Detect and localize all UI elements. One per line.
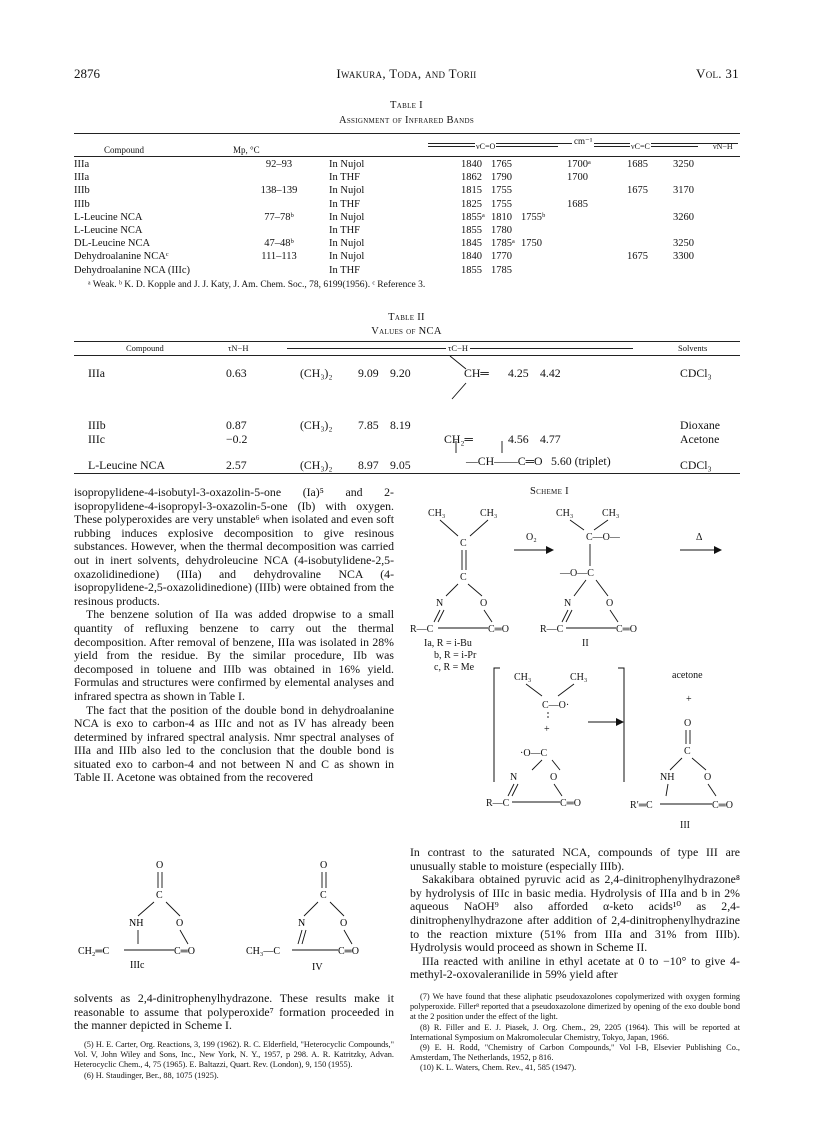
- table1-cell-mp: [229, 224, 329, 237]
- table1-cell-cc1: [567, 264, 627, 277]
- right-footnotes: [410, 992, 740, 1074]
- table2-cell-vinyl: CH═: [464, 366, 489, 380]
- svg-text:O: O: [176, 918, 184, 929]
- table1-cell-co1: 1862: [461, 172, 482, 184]
- svg-text:CH₂═C: CH₂═C: [78, 946, 110, 957]
- table1-cell-mp: [229, 264, 329, 277]
- table1-cell-cc2: [627, 224, 673, 237]
- ch3-label: CH₃: [514, 672, 532, 683]
- right-column-text: [410, 846, 740, 982]
- table2-cell-v3: 4.25: [508, 366, 529, 380]
- table1-cell-cc1: [567, 224, 627, 237]
- t2-col-nh: τN−H: [228, 343, 249, 353]
- left-paragraph-2: The benzene solution of IIa was added dropwise to a small quantity of refluxing benzene to carry out the thermal decomposition. After removal of benzene, IIIa was isolated in 28% yield from the residue. By the similar procedure, IIb was decomposed in toluene and IIIb was obtained in 16% yield. Formulas and structures were confirmed by elemental analyses and infrared spectra as shown in Table I.: [74, 607, 394, 703]
- o2-label: O₂: [526, 532, 537, 543]
- table1-cell-mp: [229, 198, 329, 211]
- svg-text:CH₃—C: CH₃—C: [246, 946, 281, 957]
- table2-cell-nh: −0.2: [226, 432, 248, 446]
- table1-cell-co2: 1785: [491, 264, 512, 276]
- table1-cell-co3: [521, 264, 567, 277]
- table1-cell-co1: 1845: [461, 238, 482, 250]
- leucine-value: 5.60 (triplet): [551, 454, 611, 468]
- svg-text:R′═C: R′═C: [630, 800, 653, 811]
- page-number: 2876: [74, 66, 100, 81]
- scheme1-arrow-right: [586, 712, 626, 732]
- svg-text:O: O: [684, 718, 692, 729]
- table1-cell-co1: 1825: [461, 198, 482, 210]
- table1-cell-med: In Nujol: [329, 185, 365, 197]
- svg-text:C═O: C═O: [712, 800, 733, 811]
- table1-cell-nh: [673, 171, 739, 184]
- table2-cell-grp: (CH₃)₂: [300, 366, 333, 380]
- svg-text:C—O·: C—O·: [542, 700, 570, 711]
- table1-cell-co1: 1815: [461, 185, 482, 197]
- table1-cell-c: IIIa: [74, 172, 90, 184]
- table1-cell-med: In Nujol: [329, 211, 365, 223]
- svg-text:C═O: C═O: [488, 624, 509, 635]
- table1-cell-co2: 1780: [491, 225, 512, 237]
- table2-cell-c: IIIa: [88, 366, 106, 380]
- table1-cell-mp: 77–78ᵇ: [264, 211, 294, 223]
- svg-text:C: C: [156, 890, 163, 901]
- table1-cell-cc1: [567, 237, 627, 250]
- table1-cell-co3: [521, 158, 567, 171]
- table2-cell-c: IIIb: [88, 418, 106, 432]
- table1-label: Table I: [390, 100, 423, 111]
- footnote-9: (9) E. H. Rodd, "Chemistry of Carbon Compounds," Vol I-B, Elsevier Publishing Co., Amsterdam, The Netherlands, 1952, p 816.: [410, 1043, 740, 1063]
- table1-cell-nh: 3300: [673, 251, 694, 263]
- table2-cell-v3: 4.56: [508, 432, 529, 446]
- table1-cell-med: In THF: [329, 198, 361, 210]
- table1-cell-co2: 1790: [491, 172, 512, 184]
- table1-cell-cc2: [627, 237, 673, 250]
- table2-label: Table II: [388, 312, 425, 323]
- table1-cell-cc1: 1685: [567, 198, 588, 210]
- table1-cell-co3: [521, 224, 567, 237]
- svg-text:NH: NH: [660, 772, 675, 783]
- t2-col-compound: Compound: [126, 343, 164, 353]
- leucine-ring-text: —CH——C═O: [466, 454, 543, 468]
- col-nh: νN−H: [713, 142, 733, 151]
- svg-text:·O—C: ·O—C: [520, 748, 548, 759]
- table1-cell-nh: [673, 198, 739, 211]
- table2-cell-v1: 8.97: [358, 458, 379, 472]
- right-paragraph-1: In contrast to the saturated NCA, compounds of type III are unusually stable to moisture (especially IIIb).: [410, 845, 740, 873]
- table1-cell-cc2: [627, 198, 673, 211]
- table2-cell-nh: 0.63: [226, 366, 247, 380]
- col-compound: Compound: [104, 145, 145, 155]
- table2-cell-s: Dioxane: [680, 418, 720, 432]
- col-cc: νC=C: [631, 142, 650, 151]
- svg-text:C═O: C═O: [560, 798, 581, 809]
- svg-text:—O—C: —O—C: [560, 568, 594, 579]
- table1-row: [74, 264, 739, 277]
- label-Ia: Ia, R = i-Bu: [424, 638, 472, 649]
- svg-text:C: C: [684, 746, 691, 757]
- table2-cell-c: L-Leucine NCA: [88, 458, 165, 472]
- table1-cell-med: In THF: [329, 172, 361, 184]
- table2-title: Values of NCA: [371, 326, 442, 337]
- table1-row: [74, 250, 739, 263]
- footnote-6: (6) H. Staudinger, Ber., 88, 1075 (1925).: [84, 1070, 219, 1080]
- svg-text:O: O: [704, 772, 712, 783]
- table1-row: [74, 158, 739, 171]
- table1-row: [74, 237, 739, 250]
- table1-title: Assignment of Infrared Bands: [338, 115, 475, 126]
- table1-cell-co2: 1765: [491, 159, 512, 170]
- table1-cell-co1: 1855ᵃ: [461, 211, 485, 223]
- table2-cell-v2: 8.19: [390, 418, 411, 432]
- table1-cell-mp: 138–139: [260, 185, 298, 197]
- table1-cell-co3: 1755ᵇ: [521, 211, 546, 223]
- table2-cell-v1: 7.85: [358, 418, 379, 432]
- table1-cell-c: Dehydroalanine NCA (IIIc): [74, 264, 191, 276]
- svg-text:N: N: [510, 772, 518, 783]
- ch3-label: CH₃: [570, 672, 588, 683]
- table1-cell-co1: 1840: [461, 159, 482, 170]
- table1-cell-co1: 1855: [461, 264, 482, 276]
- table1-row: [74, 198, 739, 211]
- table1-cell-cc1: [567, 184, 627, 197]
- table1-cell-c: IIIb: [74, 198, 90, 210]
- structures-IIIc-IV: [74, 858, 394, 984]
- table1-row: [74, 171, 739, 184]
- footnote-7: (7) We have found that these aliphatic pseudoxazolones copolymerized with oxygen forming polyperoxide. Filler⁸ reported that a pseudoxazolone dimerized by opening of the exo double bond at the 2 position under the effect of the light.: [410, 992, 740, 1022]
- table1-cell-co2: 1810: [491, 211, 512, 223]
- right-paragraph-3: IIIa reacted with aniline in ethyl acetate at 0 to −10° to give 4-methyl-2-oxovaleranilide in 59% yield after: [410, 953, 740, 982]
- table2-cell-s: CDCl₃: [680, 458, 712, 472]
- left-paragraph-1: isopropylidene-4-isobutyl-3-oxazolin-5-one (Ia)⁵ and 2-isopropylidene-4-isopropyl-3-oxazolin-5-one (Ib) with oxygen. These polyperoxides are very unstable⁶ when isolated and even soft rubbing induces explosive decomposition to give resinous substances. However, when the thermal decomposition was carried out in inert solvents, dehydroleucine NCA (4-isobutylidene-2,5-oxazolidinedione) (IIIa) and dehydrovaline NCA (4-isopropylidene-2,5-oxazolidinedione) (IIIb) were obtained from the resinous products.: [74, 485, 394, 608]
- left-after-text: solvents as 2,4-dinitrophenylhydrazone. These results make it reasonable to assume that polyperoxide⁷ formation proceeded in the manner depicted in Scheme I.: [74, 991, 394, 1033]
- ch3-label: CH₃: [480, 508, 498, 519]
- scheme1-title: Scheme I: [530, 486, 569, 497]
- table1-cell-co3: [521, 198, 567, 211]
- label-IV: IV: [312, 962, 323, 973]
- svg-text:R—C: R—C: [410, 624, 434, 635]
- table1-cell-cc2: 1685: [627, 159, 648, 170]
- table1-cell-c: IIIa: [74, 159, 90, 170]
- svg-text:O: O: [480, 598, 488, 609]
- svg-text:R—C: R—C: [540, 624, 564, 635]
- table1-cell-co2: 1770: [491, 251, 512, 263]
- svg-text:C: C: [320, 890, 327, 901]
- svg-text:C: C: [460, 572, 467, 583]
- footnote-8: (8) R. Filler and E. J. Piasek, J. Org. Chem., 29, 2205 (1964). This will be reported at International Symposium on Makromolecular Chemistry, Tokyo, Japan, 1966.: [410, 1022, 740, 1042]
- table1-footnotes: ᵃ Weak. ᵇ K. D. Kopple and J. J. Katy, J. Am. Chem. Soc., 78, 6199(1956). ᶜ Reference 3.: [88, 280, 426, 290]
- table1-header-rule: [74, 156, 740, 157]
- svg-text:O: O: [550, 772, 558, 783]
- table1-cell-co2: 1755: [491, 198, 512, 210]
- volume-label: Vol. 31: [696, 66, 739, 81]
- svg-text:O: O: [606, 598, 614, 609]
- right-paragraph-2: Sakakibara obtained pyruvic acid as 2,4-dinitrophenylhydrazone⁸ by hydrolysis of IIIc in basic media. Hydrolysis of IIIa and b in 2% aqueous NaOH⁹ also afforded α-keto acids¹⁰ as 2,4-dinitrophenylhydrazone after addition of 2,4-dinitrophenylhydrazine to the reaction mixture (51% from IIIa and 31% from IIIb). Hydrolysis would proceed as shown in Scheme II.: [410, 872, 740, 955]
- table1-cell-cc2: [627, 171, 673, 184]
- table2-cell-v4: 4.77: [540, 432, 561, 446]
- table1-cell-cc2: 1675: [627, 185, 648, 197]
- table1-cell-nh: 3170: [673, 185, 694, 197]
- footnote-10: (10) K. L. Waters, Chem. Rev., 41, 585 (1947).: [420, 1063, 577, 1073]
- label-Ic: c, R = Me: [434, 662, 475, 673]
- svg-text:C—O—: C—O—: [586, 532, 620, 543]
- table2-cell-v2: 9.05: [390, 458, 411, 472]
- t2-col-solvents: Solvents: [678, 343, 708, 353]
- table1-top-rule: [74, 133, 740, 134]
- plus-sign: +: [544, 724, 550, 735]
- table1-cell-cc2: [627, 264, 673, 277]
- left-paragraph-3: The fact that the position of the double bond in dehydroalanine NCA is exo to carbon-4 as IIIc and not as IV has already been determined by infrared spectral analysis. Nmr spectral analyses of IIIa and IIIb also led to the conclusion that the double bond is situated exo to carbon-4 and not between N and C as shown in Table II. Acetone was obtained from the recovered: [74, 702, 394, 785]
- t2-col-ch: τC−H: [448, 343, 469, 353]
- table1-cell-co3: [521, 184, 567, 197]
- table2-cell-v1: 9.09: [358, 366, 379, 380]
- table1-cell-co3: [521, 171, 567, 184]
- table1-row: [74, 184, 739, 197]
- svg-text:N: N: [436, 598, 444, 609]
- plus-sign: +: [686, 694, 692, 705]
- table2-cell-c: IIIc: [88, 432, 106, 446]
- table2-cell-v4: 4.42: [540, 366, 561, 380]
- table1-cell-med: In THF: [329, 264, 361, 276]
- table2-cell-v2: 9.20: [390, 366, 411, 380]
- table1-cell-c: Dehydroalanine NCAᶜ: [74, 251, 169, 263]
- svg-text:C: C: [460, 538, 467, 549]
- table1-cell-c: L-Leucine NCA: [74, 225, 143, 237]
- svg-text:O: O: [320, 860, 328, 871]
- ch3-label: CH₃: [602, 508, 620, 519]
- table1-row: [74, 224, 739, 237]
- table1-cell-cc1: 1700: [567, 172, 588, 184]
- table1-cell-co3: [521, 250, 567, 263]
- svg-text:N: N: [298, 918, 306, 929]
- table2-header-rule: [74, 355, 740, 356]
- label-Ib: b, R = i-Pr: [434, 650, 477, 661]
- left-column-text: [74, 486, 394, 785]
- table2-cell-nh: 0.87: [226, 418, 247, 432]
- table2-bottom-rule: [74, 473, 740, 474]
- col-mp: Mp, °C: [233, 145, 260, 155]
- svg-text:C═O: C═O: [338, 946, 359, 957]
- table2-cell-s: Acetone: [680, 432, 720, 446]
- table1-cell-co3: 1750: [521, 238, 542, 250]
- table1-cell-nh: [673, 264, 739, 277]
- table2-top-rule: [74, 341, 740, 342]
- table2-cell-s: CDCl₃: [680, 366, 712, 380]
- table1-cell-med: In THF: [329, 225, 361, 237]
- label-IIIc: IIIc: [130, 960, 145, 971]
- table1-cell-med: In Nujol: [329, 159, 365, 170]
- running-authors: Iwakura, Toda, and Torii: [336, 66, 477, 81]
- table1-cell-co2: 1785ᵃ: [491, 238, 515, 250]
- table1-cell-mp: 92–93: [265, 159, 293, 170]
- table1-cell-co1: 1840: [461, 251, 482, 263]
- acetone-label: acetone: [672, 670, 703, 681]
- table1-cell-c: L-Leucine NCA: [74, 211, 143, 223]
- svg-text:O: O: [340, 918, 348, 929]
- table1-cell-co2: 1755: [491, 185, 512, 197]
- left-footnotes: [74, 1040, 394, 1081]
- table1-cell-nh: 3260: [673, 211, 694, 223]
- label-III: III: [680, 820, 690, 831]
- svg-text:N: N: [564, 598, 572, 609]
- table1-cell-nh: [673, 224, 739, 237]
- table1: [74, 158, 739, 277]
- table2-cell-vinyl: CH₂═: [444, 432, 473, 446]
- table1-cell-cc1: [567, 250, 627, 263]
- svg-text:C═O: C═O: [174, 946, 195, 957]
- table1-cell-cc1: [567, 211, 627, 224]
- svg-text:O: O: [156, 860, 164, 871]
- table2-cell-grp: (CH₃)₂: [300, 418, 333, 432]
- table1-cell-med: In Nujol: [329, 238, 365, 250]
- table1-cell-cc2: [627, 211, 673, 224]
- svg-text:NH: NH: [129, 918, 144, 929]
- ch3-label: CH₃: [556, 508, 574, 519]
- table1-cell-c: DL-Leucine NCA: [74, 238, 151, 250]
- delta-label: Δ: [696, 532, 703, 543]
- table1-cell-mp: 47–48ᵇ: [264, 238, 294, 250]
- table2-cell-nh: 2.57: [226, 458, 247, 472]
- table1-cell-cc1: 1700ᵃ: [567, 159, 591, 170]
- table1-cell-nh: 3250: [673, 238, 694, 250]
- table1-cell-co1: 1855: [461, 225, 482, 237]
- table1-cell-nh: 3250: [673, 159, 694, 170]
- table2-cell-grp: (CH₃)₂: [300, 458, 333, 472]
- table1-cell-med: In Nujol: [329, 251, 365, 263]
- svg-text:C═O: C═O: [616, 624, 637, 635]
- table1-cell-mp: [229, 171, 329, 184]
- col-co: νC=O: [476, 142, 496, 151]
- table1-cell-cc2: 1675: [627, 251, 648, 263]
- table1-unit: cm⁻¹: [574, 136, 593, 146]
- ch3-label: CH₃: [428, 508, 446, 519]
- svg-text:R—C: R—C: [486, 798, 510, 809]
- label-II: II: [582, 638, 589, 649]
- table1-row: [74, 211, 739, 224]
- table1-cell-c: IIIb: [74, 185, 90, 197]
- table1-cell-mp: 111–113: [261, 251, 297, 263]
- scheme1-product: [630, 668, 740, 838]
- footnote-5: (5) H. E. Carter, Org. Reactions, 3, 199 (1962). R. C. Elderfield, "Heterocyclic Compounds," Vol. V, John Wiley and Sons, Inc., New York, N. Y., 1957, p 298. A. R. Katritzky, Advan. Heterocyclic Chem., 4, 75 (1965). E. Baltazzi, Quart. Rev. (London), 9, 150 (1955).: [74, 1040, 394, 1070]
